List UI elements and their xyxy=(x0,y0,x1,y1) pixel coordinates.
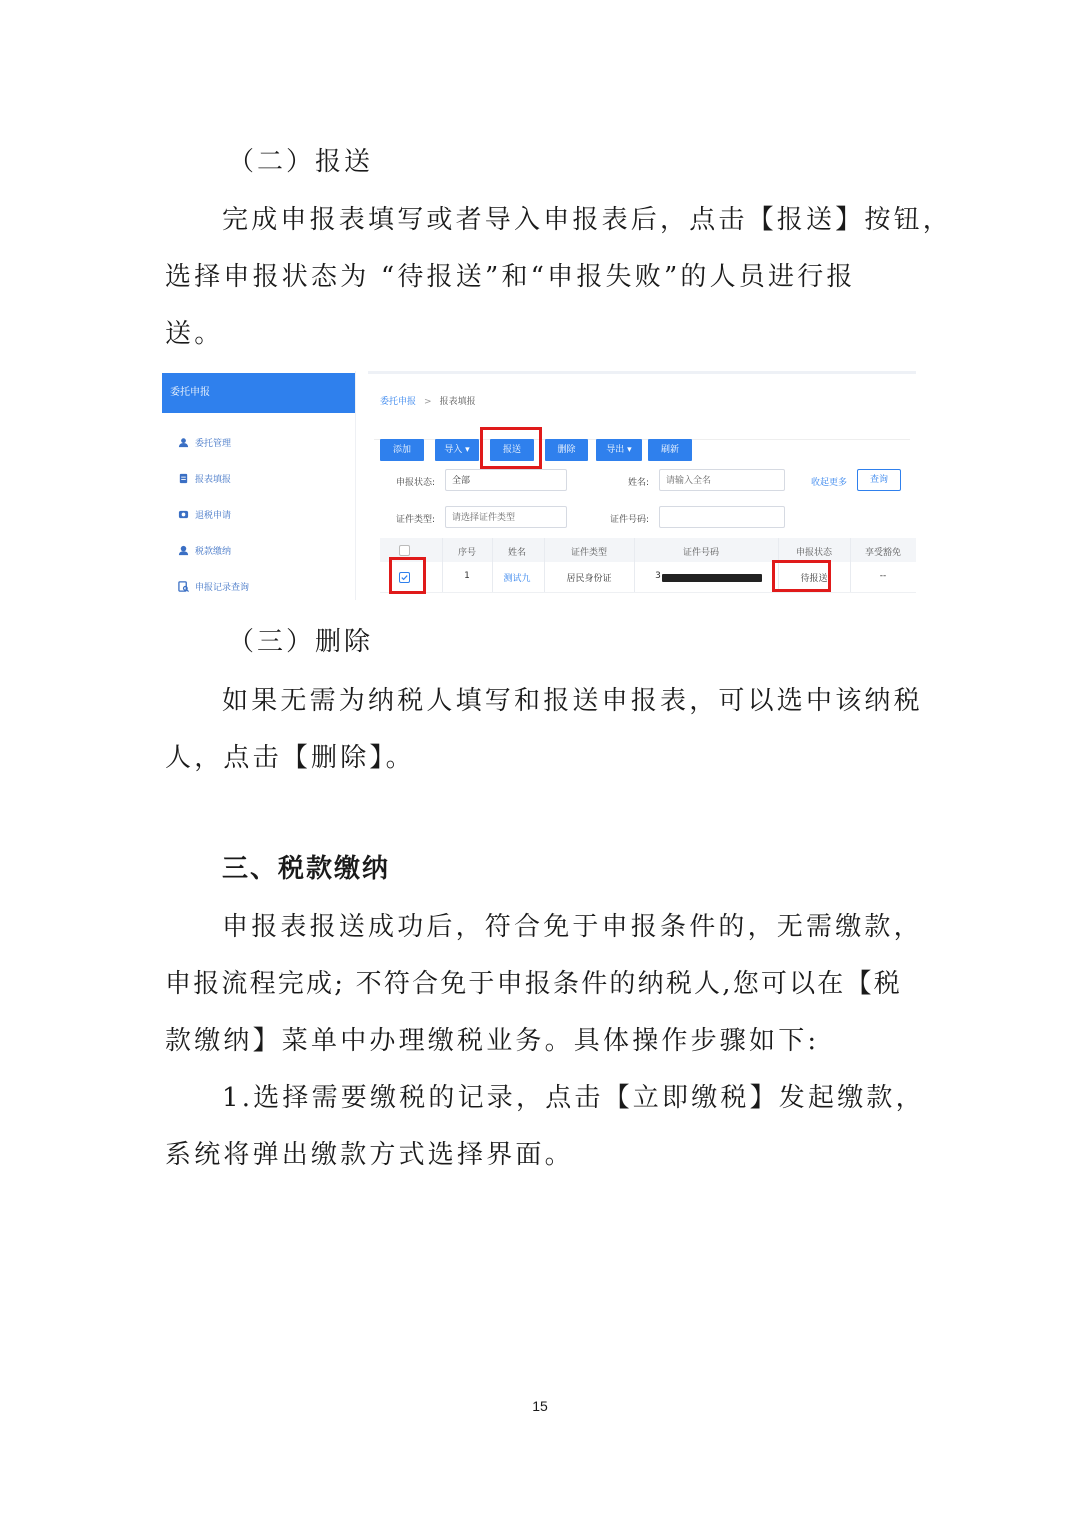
cell-exempt: -- xyxy=(879,571,887,581)
idtype-select[interactable]: 请选择证件类型 xyxy=(445,506,567,528)
column-header: 证件号码 xyxy=(682,548,719,558)
document-icon xyxy=(178,473,189,484)
divider xyxy=(442,538,443,592)
import-button[interactable]: 导入 ▾ xyxy=(435,439,479,461)
paragraph-line: 款缴纳】菜单中办理缴税业务。具体操作步骤如下: xyxy=(165,1026,820,1056)
idnum-input[interactable] xyxy=(659,506,785,528)
export-button[interactable]: 导出 ▾ xyxy=(596,439,642,461)
user-pay-icon xyxy=(178,545,189,556)
table-row[interactable] xyxy=(380,562,916,593)
paragraph-line: 人，点击【删除】。 xyxy=(165,743,415,773)
breadcrumb xyxy=(380,394,476,407)
paragraph-line: 申报流程完成; 不符合免于申报条件的纳税人,您可以在【税 xyxy=(165,969,902,999)
user-icon xyxy=(178,437,189,448)
redaction-bar xyxy=(662,574,762,582)
paragraph-line: 完成申报表填写或者导入申报表后，点击【报送】按钮， xyxy=(222,205,953,235)
cell-index: 1 xyxy=(464,571,470,581)
paragraph-line: 如果无需为纳税人填写和报送申报表，可以选中该纳税 xyxy=(222,686,923,716)
sidebar-item-record-query[interactable] xyxy=(178,579,249,593)
refund-icon xyxy=(178,509,189,520)
divider xyxy=(544,538,545,592)
paragraph-line: 申报表报送成功后，符合免于申报条件的，无需缴款， xyxy=(222,912,923,942)
cell-id-type: 居民身份证 xyxy=(566,574,612,584)
section-heading-tax-payment: 三、税款缴纳 xyxy=(222,854,391,884)
column-header: 证件类型 xyxy=(570,548,607,558)
highlight-box xyxy=(480,427,542,469)
sidebar-item-label: 申报记录查询 xyxy=(195,582,250,593)
sidebar-item-label: 退税申请 xyxy=(195,510,232,521)
divider xyxy=(850,538,851,592)
idtype-label: 证件类型: xyxy=(396,515,436,525)
divider xyxy=(492,538,493,592)
sidebar-item-report-fill[interactable] xyxy=(178,471,231,485)
sidebar-item-label: 税款缴纳 xyxy=(195,546,232,557)
add-button[interactable]: 添加 xyxy=(380,439,424,461)
main-panel xyxy=(368,371,916,600)
table-header xyxy=(380,538,916,562)
ui-screenshot xyxy=(162,371,916,600)
highlight-box xyxy=(772,560,831,592)
column-header: 姓名 xyxy=(507,548,526,558)
sidebar-item-tax-payment[interactable] xyxy=(178,543,231,557)
status-select[interactable]: 全部 xyxy=(445,469,567,491)
column-header: 享受豁免 xyxy=(864,548,901,558)
collapse-more-link[interactable]: 收起更多 xyxy=(811,478,848,488)
sidebar-item-label: 委托管理 xyxy=(195,438,232,449)
paragraph-line: 1.选择需要缴税的记录，点击【立即缴税】发起缴款， xyxy=(222,1083,925,1113)
page-number: 15 xyxy=(532,1398,548,1414)
status-label: 申报状态: xyxy=(396,478,436,488)
refresh-button[interactable]: 刷新 xyxy=(648,439,692,461)
divider xyxy=(634,538,635,592)
breadcrumb-parent[interactable]: 委托申报 xyxy=(380,397,417,407)
column-header: 申报状态 xyxy=(795,548,832,558)
sidebar-item-delegation[interactable] xyxy=(178,435,231,449)
breadcrumb-separator: > xyxy=(424,397,432,407)
idnum-label: 证件号码: xyxy=(610,515,650,525)
highlight-box xyxy=(389,557,426,594)
select-all-checkbox[interactable] xyxy=(399,545,410,556)
record-search-icon xyxy=(178,581,189,592)
name-label: 姓名: xyxy=(628,478,650,488)
breadcrumb-current: 报表填报 xyxy=(439,397,476,407)
divider xyxy=(368,371,916,374)
paragraph-line: 送。 xyxy=(165,319,224,349)
cell-name-link[interactable]: 测试九 xyxy=(503,574,531,584)
cell-id-number: 3 xyxy=(655,571,661,581)
cell-status: 待报送 xyxy=(800,574,828,584)
sidebar-item-refund[interactable] xyxy=(178,507,231,521)
delete-button[interactable]: 删除 xyxy=(545,439,588,461)
column-header: 序号 xyxy=(457,548,476,558)
paragraph-line: 系统将弹出缴款方式选择界面。 xyxy=(165,1140,574,1170)
send-button[interactable]: 报送 xyxy=(490,439,534,461)
section-heading-send: （二）报送 xyxy=(228,147,374,177)
query-button[interactable]: 查询 xyxy=(857,469,901,491)
divider xyxy=(374,418,910,440)
sidebar-item-label: 报表填报 xyxy=(195,474,232,485)
sidebar xyxy=(162,371,356,600)
paragraph-line: 选择申报状态为 “待报送”和“申报失败”的人员进行报 xyxy=(165,262,856,292)
section-heading-delete: （三）删除 xyxy=(228,627,374,657)
name-input[interactable]: 请输入全名 xyxy=(659,469,785,491)
sidebar-title: 委托申报 xyxy=(162,373,355,413)
